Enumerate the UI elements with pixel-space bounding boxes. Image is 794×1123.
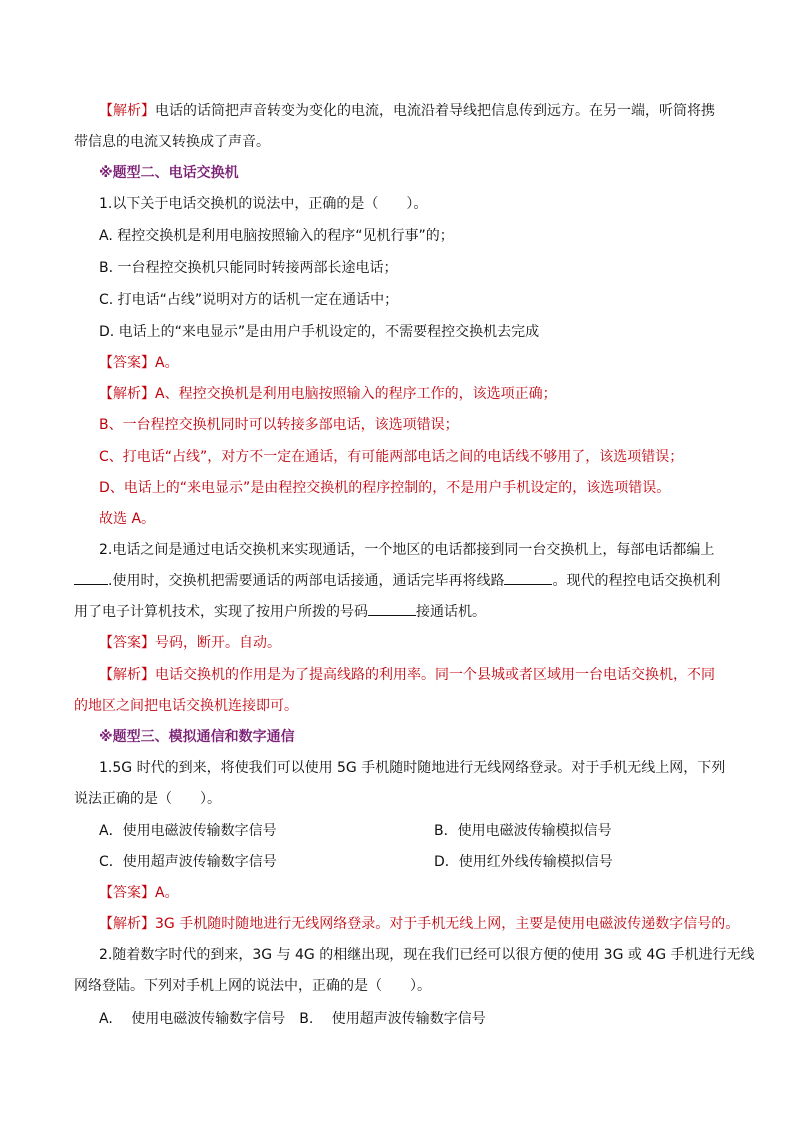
answer-line: [99, 632, 759, 654]
analysis-text: A、程控交换机是利用电脑按照输入的程序工作的，该选项正确；: [155, 386, 557, 402]
analysis-line: 的地区之间把电话交换机连接即可。: [74, 698, 298, 714]
analysis-line: D、电话上的“来电显示”是由程控交换机的程序控制的，不是用户手机设定的，该选项错误。: [99, 480, 671, 496]
analysis-tag: 【解析】: [99, 386, 155, 402]
analysis-line: B、一台程控交换机同时可以转接多部电话，该选项错误；: [99, 417, 459, 433]
option-b: B．使用电磁波传输模拟信号: [434, 823, 612, 839]
option-c: C．使用超声波传输数字信号: [99, 854, 277, 870]
analysis-tag: 【解析】: [99, 916, 155, 932]
option-row: [99, 851, 759, 873]
option-row: A. 使用电磁波传输数字信号 B. 使用超声波传输数字信号: [99, 1011, 486, 1027]
answer-tag: 【答案】: [99, 355, 155, 371]
question-stem-cont: [74, 570, 734, 592]
question-stem-cont: 网络登陆。下列对手机上网的说法中，正确的是（ ）。: [74, 978, 431, 994]
option-row: [99, 820, 759, 842]
question-stem-cont: 说法正确的是（ ）。: [74, 791, 221, 807]
option-b: B. 一台程控交换机只能同时转接两部长途电话；: [99, 260, 398, 276]
option-a: A. 程控交换机是利用电脑按照输入的程序“见机行事”的；: [99, 228, 454, 244]
analysis-tag: 【解析】: [99, 667, 155, 683]
fill-blank: [368, 601, 416, 616]
option-c: C. 打电话“占线”说明对方的话机一定在通话中；: [99, 292, 399, 308]
answer-text: 号码，断开。自动。: [155, 635, 281, 651]
question-stem-cont: [74, 601, 734, 623]
analysis-line: [99, 913, 759, 935]
analysis-line: [99, 383, 759, 405]
question-stem: 2.电话之间是通过电话交换机来实现通话，一个地区的电话都接到同一台交换机上，每部电话都编上: [99, 542, 715, 558]
fill-blank: [504, 570, 552, 585]
fill-blank: [74, 570, 108, 585]
stem-text: 用了电子计算机技术，实现了按用户所拨的号码: [74, 604, 368, 620]
question-stem: 1.以下关于电话交换机的说法中，正确的是（ ）。: [99, 196, 428, 212]
answer-tag: 【答案】: [99, 885, 155, 901]
stem-text: 。现代的程控电话交换机利: [552, 573, 721, 589]
analysis-text: 3G 手机随时随地进行无线网络登录。对于手机无线上网，主要是使用电磁波传递数字信号的。: [155, 916, 740, 932]
option-d: D. 电话上的“来电显示”是由用户手机设定的，不需要程控交换机去完成: [99, 324, 540, 340]
analysis-text-cont: 带信息的电流又转换成了声音。: [74, 134, 270, 150]
option-d: D．使用红外线传输模拟信号: [434, 854, 613, 870]
analysis-text: 电话交换机的作用是为了提高线路的利用率。同一个县城或者区域用一台电话交换机，不同: [155, 667, 715, 683]
analysis-text: 电话的话筒把声音转变为变化的电流，电流沿着导线把信息传到远方。在另一端，听筒将携: [155, 103, 715, 119]
analysis-tag: 【解析】: [99, 103, 155, 119]
analysis-line: C、打电话“占线”，对方不一定在通话，有可能两部电话之间的电话线不够用了，该选项错误；: [99, 449, 684, 465]
question-stem: 1.5G 时代的到来，将使我们可以使用 5G 手机随时随地进行无线网络登录。对于手机无线上网，下列: [99, 760, 726, 776]
question-stem: 2.随着数字时代的到来，3G 与 4G 的相继出现，现在我们已经可以很方便的使用 3G 或 4G 手机进行无线: [99, 947, 755, 963]
answer-text: A。: [155, 885, 179, 901]
analysis-paragraph: [99, 100, 759, 122]
stem-text: .使用时，交换机把需要通话的两部电话接通，通话完毕再将线路: [108, 573, 505, 589]
section-heading-2: ※题型二、电话交换机: [99, 165, 239, 181]
answer-line: [99, 352, 759, 374]
analysis-conclusion: 故选 A。: [99, 511, 156, 527]
section-heading-3: ※题型三、模拟通信和数字通信: [99, 729, 295, 745]
answer-line: [99, 882, 759, 904]
stem-text: 接通话机。: [416, 604, 486, 620]
option-a: A．使用电磁波传输数字信号: [99, 823, 277, 839]
analysis-line: [99, 664, 759, 686]
answer-tag: 【答案】: [99, 635, 155, 651]
answer-text: A。: [155, 355, 179, 371]
